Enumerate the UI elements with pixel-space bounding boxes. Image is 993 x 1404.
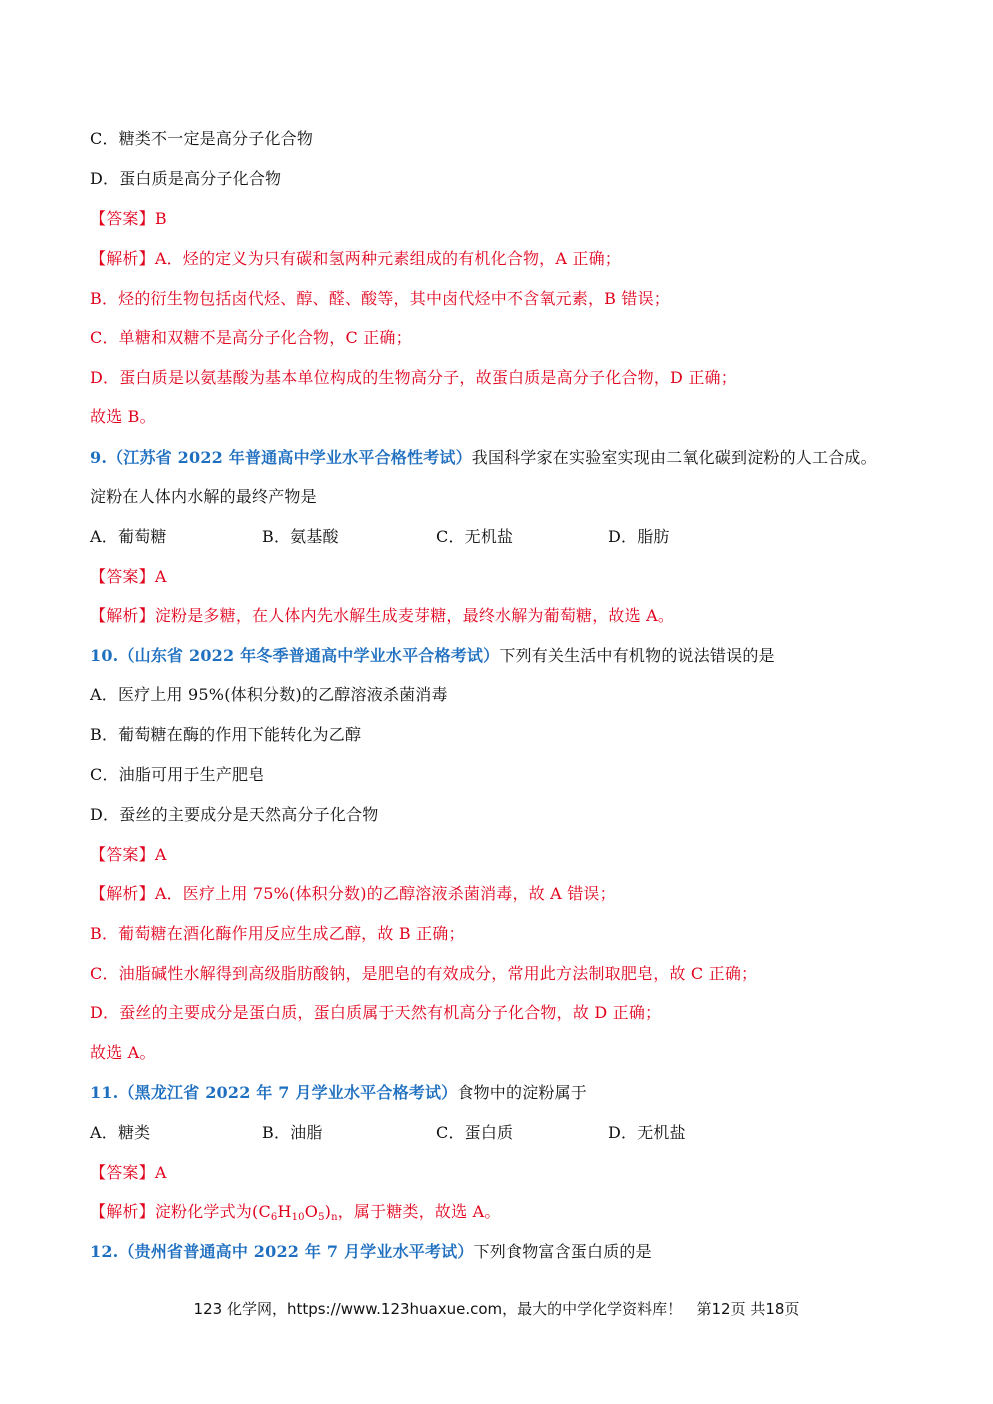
- q8-answer: [90, 208, 920, 230]
- formula-sub-6: 6: [270, 1212, 278, 1223]
- question-text: 下列食物富含蛋白质的是: [473, 1242, 652, 1261]
- question-number: 10.: [90, 646, 119, 665]
- q10-option-d: D．蚕丝的主要成分是天然高分子化合物: [90, 805, 379, 824]
- analysis-text: A．烃的定义为只有碳和氢两种元素组成的有机化合物，A 正确；: [154, 249, 622, 268]
- question-number: 12.: [90, 1242, 119, 1261]
- formula-sub-5: 5: [318, 1212, 325, 1223]
- analysis-text: 淀粉是多糖，在人体内先水解生成麦芽糖，最终水解为葡萄糖，故选 A。: [154, 606, 675, 625]
- q11-analysis: [90, 1201, 920, 1223]
- q10-option-c: C．油脂可用于生产肥皂: [90, 765, 265, 784]
- q9-answer: [90, 566, 920, 588]
- analysis-label: 【解析】: [90, 606, 155, 625]
- formula-sub-n: n: [331, 1212, 338, 1223]
- q8-analysis-d: D．蛋白质是以氨基酸为基本单位构成的生物高分子，故蛋白质是高分子化合物，D 正确；: [90, 368, 737, 387]
- question-number: 11.: [90, 1083, 119, 1102]
- answer-label: 【答案】: [90, 209, 155, 228]
- q9-option-a: A．葡萄糖: [90, 527, 167, 546]
- question-text: 下列有关生活中有机物的说法错误的是: [499, 646, 775, 665]
- q8-analysis-c: C．单糖和双糖不是高分子化合物，C 正确；: [90, 328, 412, 347]
- q8-conclusion: 故选 B。: [90, 407, 156, 426]
- answer-value: A: [154, 1163, 167, 1182]
- q10-option-b: B．葡萄糖在酶的作用下能转化为乙醇: [90, 725, 362, 744]
- q11-option-d: D．无机盐: [608, 1123, 686, 1142]
- q10-analysis-d: D．蚕丝的主要成分是蛋白质，蛋白质属于天然有机高分子化合物，故 D 正确；: [90, 1003, 662, 1022]
- formula-o: O: [304, 1202, 319, 1221]
- q8-analysis-b: B．烃的衍生物包括卤代烃、醇、醛、酸等，其中卤代烃中不含氧元素，B 错误；: [90, 289, 671, 308]
- q11-option-b: B．油脂: [262, 1123, 323, 1142]
- q11-option-a: A．糖类: [90, 1123, 151, 1142]
- q8-option-d: D．蛋白质是高分子化合物: [90, 169, 282, 188]
- question-number: 9.: [90, 448, 108, 467]
- q10-analysis-c: C．油脂碱性水解得到高级脂肪酸钠，是肥皂的有效成分，常用此方法制取肥皂，故 C 正确；: [90, 964, 758, 983]
- q9-option-d: D．脂肪: [608, 527, 670, 546]
- q9-analysis: [90, 605, 920, 627]
- q10-analysis-b: B．葡萄糖在酒化酶作用反应生成乙醇，故 B 正确；: [90, 924, 465, 943]
- analysis-label: 【解析】: [90, 249, 155, 268]
- question-text: 食物中的淀粉属于: [457, 1083, 587, 1102]
- question-source: （贵州省普通高中 2022 年 7 月学业水平考试）: [118, 1242, 474, 1261]
- analysis-text-end: ，属于糖类，故选 A。: [337, 1202, 501, 1221]
- question-source: （江苏省 2022 年普通高中学业水平合格性考试）: [107, 448, 472, 467]
- page-number: 第12页 共18页: [696, 1300, 800, 1318]
- formula-sub-10: 10: [291, 1212, 305, 1223]
- question-text: 我国科学家在实验室实现由二氧化碳到淀粉的人工合成。: [471, 448, 877, 467]
- formula-h: H: [277, 1202, 292, 1221]
- formula-close: ): [324, 1202, 332, 1221]
- q8-analysis-a: [90, 248, 920, 270]
- analysis-text: 淀粉化学式为(C: [154, 1202, 271, 1221]
- answer-value: B: [154, 209, 167, 228]
- answer-label: 【答案】: [90, 567, 155, 586]
- q10-conclusion: 故选 A。: [90, 1043, 156, 1062]
- q11-option-c: C．蛋白质: [436, 1123, 514, 1142]
- answer-label: 【答案】: [90, 845, 155, 864]
- answer-label: 【答案】: [90, 1163, 155, 1182]
- q10-option-a: A．医疗上用 95%(体积分数)的乙醇溶液杀菌消毒: [90, 685, 448, 704]
- q10-analysis-a: [90, 883, 920, 905]
- q10-stem: [90, 645, 920, 667]
- q12-stem: [90, 1241, 920, 1263]
- analysis-text: A．医疗上用 75%(体积分数)的乙醇溶液杀菌消毒，故 A 错误；: [154, 884, 616, 903]
- q9-option-b: B．氨基酸: [262, 527, 339, 546]
- analysis-label: 【解析】: [90, 884, 155, 903]
- page-footer: [0, 1298, 993, 1319]
- q11-stem: [90, 1082, 920, 1104]
- question-source: （黑龙江省 2022 年 7 月学业水平合格考试）: [118, 1083, 458, 1102]
- q9-option-c: C．无机盐: [436, 527, 514, 546]
- answer-value: A: [154, 567, 167, 586]
- q9-stem-line2: 淀粉在人体内水解的最终产物是: [90, 487, 317, 506]
- analysis-label: 【解析】: [90, 1202, 155, 1221]
- footer-text: 123 化学网，https://www.123huaxue.com，最大的中学化学资料库！: [193, 1300, 683, 1318]
- q11-answer: [90, 1162, 920, 1184]
- q9-stem: [90, 447, 920, 469]
- question-source: （山东省 2022 年冬季普通高中学业水平合格考试）: [118, 646, 500, 665]
- q10-answer: [90, 844, 920, 866]
- answer-value: A: [154, 845, 167, 864]
- q8-option-c: C．糖类不一定是高分子化合物: [90, 129, 314, 148]
